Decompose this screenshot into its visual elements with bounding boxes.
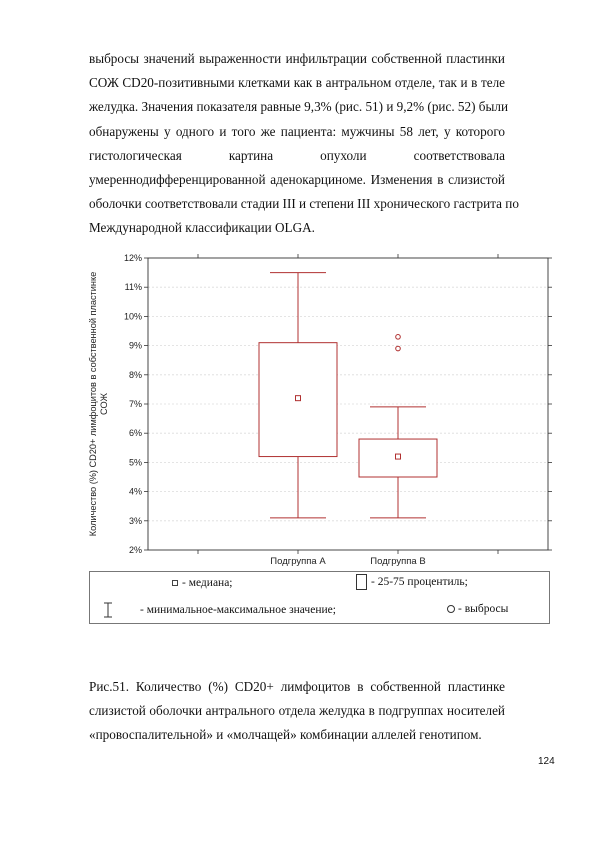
caption-line: «провоспалительной» и «молчащей» комбинации аллелей генотипом. xyxy=(89,727,482,743)
y-tick-label: 3% xyxy=(128,515,142,526)
legend-box xyxy=(356,574,468,590)
whisker-icon xyxy=(102,602,114,618)
legend-whisker-label: - минимальное-максимальное значение; xyxy=(140,604,336,616)
median-marker xyxy=(396,454,401,459)
outlier-point xyxy=(396,335,401,340)
text-line: СОЖ CD20-позитивными клетками как в антральном отделе, так и в теле xyxy=(89,75,505,91)
chart-legend xyxy=(89,571,550,624)
caption-line: слизистой оболочки антрального отдела желудка в подгруппах носителей xyxy=(89,703,505,719)
text-line: гистологическая картина опухоли соответствовала xyxy=(89,147,505,163)
y-tick-label: 8% xyxy=(128,369,142,380)
text-line: желудка. Значения показателя равные 9,3% (рис. 51) и 9,2% (рис. 52) были xyxy=(89,99,509,115)
legend-box-label: - 25-75 процентиль; xyxy=(371,576,468,588)
y-tick-label: 6% xyxy=(128,428,142,439)
y-tick-label: 12% xyxy=(123,253,142,263)
text-line: Международной классификации OLGA. xyxy=(89,220,315,236)
text-line: обнаружены у одного и того же пациента: мужчины 58 лет, у которого xyxy=(89,123,505,139)
y-axis-label: Количество (%) CD20+ лимфоцитов в собственной пластинке xyxy=(88,271,98,537)
median-marker xyxy=(296,396,301,401)
legend-outlier-label: - выбросы xyxy=(458,603,509,615)
legend-whisker xyxy=(102,602,336,618)
iqr-box xyxy=(259,343,337,457)
y-tick-label: 7% xyxy=(128,399,142,409)
legend-median xyxy=(172,577,233,589)
y-tick-label: 9% xyxy=(128,340,142,351)
x-tick-label: Подгруппа В xyxy=(370,556,426,567)
box-1 xyxy=(259,273,337,518)
plot-frame xyxy=(148,258,548,550)
box-rect-icon xyxy=(356,574,367,590)
text-line: выбросы значений выраженности инфильтрации собственной пластинки xyxy=(89,51,505,66)
y-tick-label: 2% xyxy=(128,545,142,555)
box-2 xyxy=(359,335,437,518)
legend-outlier xyxy=(447,603,508,615)
legend-median-label: - медиана; xyxy=(182,577,233,589)
figure-caption xyxy=(89,675,505,748)
text-line: умереннодифференцированной аденокарциноме. Изменения в слизистой xyxy=(89,172,505,188)
outlier-point xyxy=(396,346,401,351)
y-tick-label: 10% xyxy=(123,311,142,322)
outlier-circle-icon xyxy=(447,605,455,613)
page-number: 124 xyxy=(538,756,555,767)
y-tick-label: 4% xyxy=(128,486,142,497)
caption-line: Рис.51. Количество (%) CD20+ лимфоцитов в собственной пластинке xyxy=(89,679,505,694)
body-paragraph xyxy=(89,47,519,241)
y-axis-label-line2: СОЖ xyxy=(99,393,109,415)
y-tick-label: 5% xyxy=(128,457,142,468)
iqr-box xyxy=(359,439,437,477)
y-tick-label: 11% xyxy=(124,282,142,293)
text-line: оболочки соответствовали стадии III и степени III хронического гастрита по xyxy=(89,196,519,212)
median-square-icon xyxy=(172,580,178,586)
x-tick-label: Подгруппа А xyxy=(270,556,326,567)
